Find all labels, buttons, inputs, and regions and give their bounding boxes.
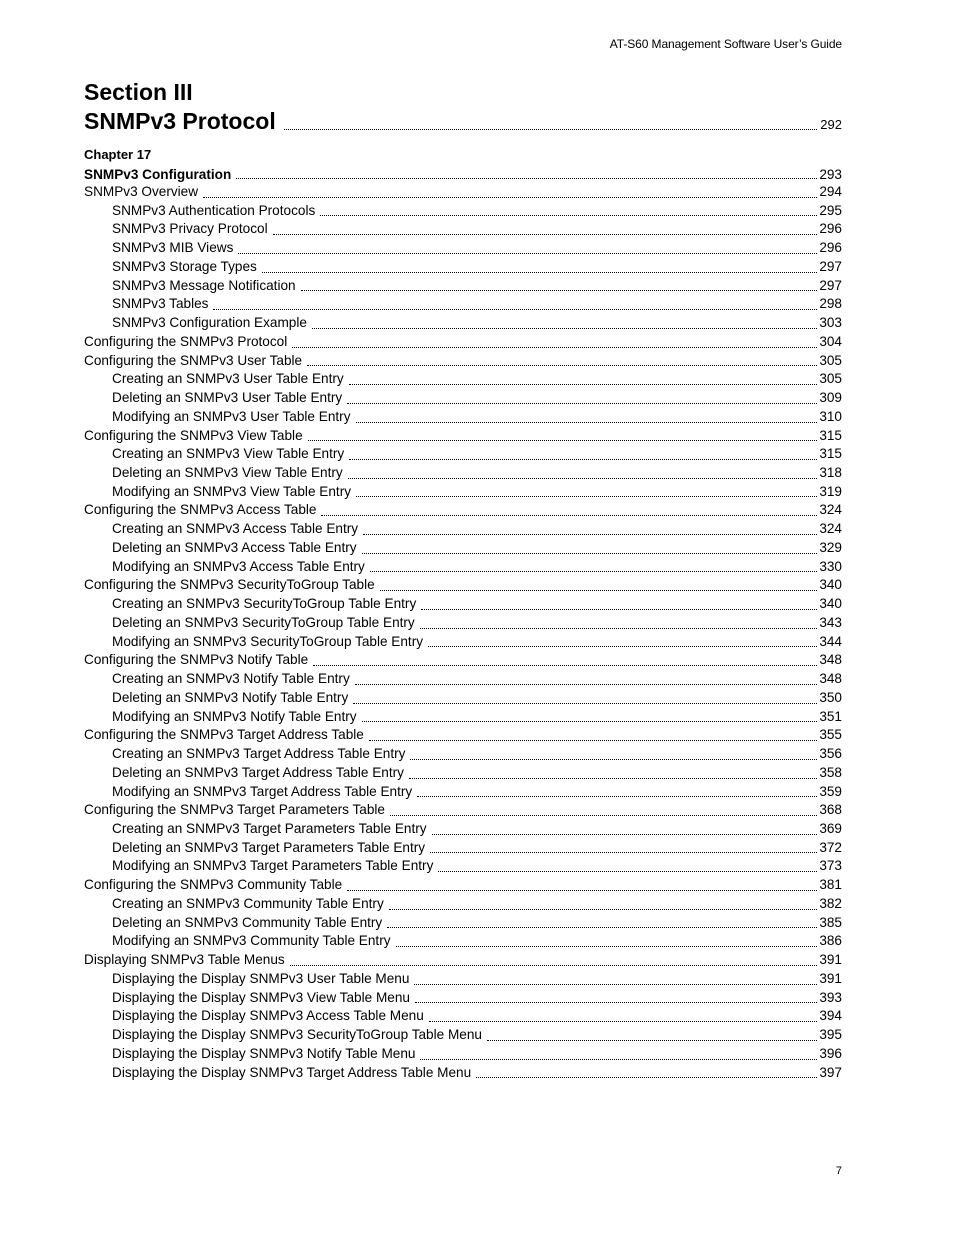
toc-entry-page: 329 — [819, 539, 842, 555]
toc-entry-page: 319 — [819, 483, 842, 499]
toc-entry-title: SNMPv3 Storage Types — [112, 258, 257, 274]
toc-entry[interactable] — [84, 783, 842, 802]
dot-leader — [430, 851, 817, 853]
toc-entry[interactable] — [84, 726, 842, 745]
toc-entry-title: Modifying an SNMPv3 Target Address Table Entry — [112, 783, 413, 799]
toc-entry[interactable] — [84, 576, 842, 595]
toc-entry-title: Configuring the SNMPv3 Notify Table — [84, 652, 309, 668]
dot-leader — [363, 533, 817, 535]
dot-leader — [349, 383, 818, 385]
toc-entry[interactable] — [84, 989, 842, 1008]
section-page-number: 292 — [820, 117, 842, 132]
toc-entry-page: 358 — [819, 764, 842, 780]
section-title-entry[interactable] — [84, 107, 842, 137]
toc-entry-page: 298 — [819, 296, 842, 312]
toc-entry-title: Creating an SNMPv3 Target Parameters Table Entry — [112, 820, 427, 836]
toc-entry-title: Deleting an SNMPv3 Access Table Entry — [112, 539, 357, 555]
dot-leader — [487, 1039, 817, 1041]
toc-entry[interactable] — [84, 1026, 842, 1045]
toc-entry[interactable] — [84, 464, 842, 483]
dot-leader — [353, 702, 817, 704]
toc-entry-title: Deleting an SNMPv3 Notify Table Entry — [112, 689, 349, 705]
toc-entry-title: Configuring the SNMPv3 Target Address Table — [84, 727, 364, 743]
toc-entry-title: Modifying an SNMPv3 Notify Table Entry — [112, 708, 357, 724]
toc-entry-page: 351 — [819, 708, 842, 724]
toc-entry-title: SNMPv3 Tables — [112, 296, 209, 312]
toc-entry-title: Deleting an SNMPv3 Target Parameters Table Entry — [112, 839, 426, 855]
toc-entry-page: 315 — [819, 446, 842, 462]
toc-entry[interactable] — [84, 1045, 842, 1064]
toc-entry-page: 350 — [819, 689, 842, 705]
toc-entry[interactable] — [84, 539, 842, 558]
toc-entry[interactable] — [84, 389, 842, 408]
toc-entry-title: Creating an SNMPv3 Notify Table Entry — [112, 671, 350, 687]
dot-leader — [347, 402, 817, 404]
dot-leader — [262, 271, 817, 273]
toc-entry-title: Creating an SNMPv3 View Table Entry — [112, 446, 345, 462]
toc-entry-page: 304 — [819, 333, 842, 349]
toc-entry-page: 372 — [819, 839, 842, 855]
toc-entry[interactable] — [84, 914, 842, 933]
dot-leader — [356, 421, 818, 423]
toc-entry-title: Deleting an SNMPv3 View Table Entry — [112, 465, 343, 481]
toc-entry[interactable] — [84, 857, 842, 876]
section-title: SNMPv3 Protocol — [84, 108, 276, 134]
toc-entry[interactable] — [84, 166, 842, 183]
toc-entry-title: Modifying an SNMPv3 Target Parameters Table Entry — [112, 858, 434, 874]
dot-leader — [476, 1076, 817, 1078]
toc-entry-title: Displaying the Display SNMPv3 SecurityToGroup Table Menu — [112, 1027, 482, 1043]
toc-entry[interactable] — [84, 801, 842, 820]
dot-leader — [410, 758, 817, 760]
toc-entry-page: 359 — [819, 783, 842, 799]
toc-entry[interactable] — [84, 202, 842, 221]
dot-leader — [312, 327, 817, 329]
toc-entry-page: 309 — [819, 390, 842, 406]
toc-entry[interactable] — [84, 1007, 842, 1026]
section-label: Section III — [84, 79, 193, 105]
toc-entry[interactable] — [84, 876, 842, 895]
dot-leader — [236, 177, 817, 179]
dot-leader — [409, 777, 817, 779]
toc-entry-title: Creating an SNMPv3 User Table Entry — [112, 371, 344, 387]
toc-entry-page: 391 — [819, 952, 842, 968]
toc-entry-page: 391 — [819, 970, 842, 986]
dot-leader — [414, 983, 817, 985]
toc-entry-title: Configuring the SNMPv3 User Table — [84, 352, 303, 368]
dot-leader — [432, 833, 818, 835]
toc-entry-page: 294 — [819, 184, 842, 199]
toc-entry[interactable] — [84, 932, 842, 951]
dot-leader — [290, 964, 818, 966]
toc-entry-page: 303 — [819, 315, 842, 331]
toc-entry[interactable] — [84, 745, 842, 764]
toc-entry-page: 324 — [819, 502, 842, 518]
toc-entry-page: 330 — [819, 558, 842, 574]
toc-entry-title: Creating an SNMPv3 Target Address Table Entry — [112, 746, 406, 762]
toc-entry-page: 344 — [819, 633, 842, 649]
running-header: AT-S60 Management Software User’s Guide — [609, 37, 842, 51]
toc-entry[interactable] — [84, 220, 842, 239]
dot-leader — [415, 1001, 817, 1003]
toc-entry-title: Displaying the Display SNMPv3 Access Table Menu — [112, 1008, 424, 1024]
toc-entry[interactable] — [84, 689, 842, 708]
toc-entry[interactable] — [84, 501, 842, 520]
toc-entry-title: Configuring the SNMPv3 Community Table — [84, 877, 343, 893]
toc-entry[interactable] — [84, 333, 842, 352]
dot-leader — [429, 1020, 818, 1022]
toc-entry[interactable] — [84, 970, 842, 989]
toc-entry-page: 296 — [819, 221, 842, 237]
dot-leader — [370, 570, 817, 572]
dot-leader — [420, 627, 818, 629]
toc-entry[interactable] — [84, 670, 842, 689]
dot-leader — [428, 645, 817, 647]
toc-entry-page: 348 — [819, 652, 842, 668]
toc-entry-title: Creating an SNMPv3 Access Table Entry — [112, 521, 359, 537]
dot-leader — [320, 214, 817, 216]
toc-entry-page: 340 — [819, 577, 842, 593]
toc-entry-title: Configuring the SNMPv3 Protocol — [84, 333, 288, 349]
toc-entry-title: Modifying an SNMPv3 Community Table Entry — [112, 933, 391, 949]
dot-leader — [238, 252, 817, 254]
dot-leader — [356, 495, 817, 497]
toc-entry-title: Displaying the Display SNMPv3 View Table Menu — [112, 989, 410, 1005]
toc-entry-title: Configuring the SNMPv3 Target Parameters Table — [84, 802, 385, 818]
toc-entry[interactable] — [84, 558, 842, 577]
dot-leader — [390, 814, 817, 816]
dot-leader — [321, 514, 817, 516]
toc-entry-title: Configuring the SNMPv3 SecurityToGroup Table — [84, 577, 375, 593]
toc-entry[interactable] — [84, 595, 842, 614]
toc-entry-title: Deleting an SNMPv3 User Table Entry — [112, 390, 343, 406]
toc-entry-title: Configuring the SNMPv3 View Table — [84, 427, 303, 443]
toc-entry-page: 348 — [819, 671, 842, 687]
dot-leader — [417, 795, 817, 797]
toc-entry-page: 324 — [819, 521, 842, 537]
toc-entry-page: 296 — [819, 240, 842, 256]
dot-leader — [347, 889, 817, 891]
toc-entry-page: 393 — [819, 989, 842, 1005]
toc-entry-title: Modifying an SNMPv3 View Table Entry — [112, 483, 352, 499]
toc-entry-page: 293 — [819, 167, 842, 182]
toc-entry-title: Deleting an SNMPv3 SecurityToGroup Table Entry — [112, 614, 415, 630]
dot-leader — [308, 439, 818, 441]
toc-entry-page: 368 — [819, 802, 842, 818]
toc-entry[interactable] — [84, 314, 842, 333]
toc-entry-page: 355 — [819, 727, 842, 743]
toc-entry[interactable] — [84, 445, 842, 464]
toc-entry[interactable] — [84, 633, 842, 652]
page-number: 7 — [835, 1165, 842, 1177]
toc-entry-page: 340 — [819, 596, 842, 612]
dot-leader — [203, 196, 817, 198]
toc-entry-title: SNMPv3 Message Notification — [112, 277, 296, 293]
dot-leader — [284, 128, 818, 130]
toc-entry-page: 385 — [819, 914, 842, 930]
toc-entry[interactable] — [84, 370, 842, 389]
dot-leader — [307, 364, 817, 366]
toc-entry-title: Configuring the SNMPv3 Access Table — [84, 502, 317, 518]
toc-entry-page: 386 — [819, 933, 842, 949]
toc-entry[interactable] — [84, 258, 842, 277]
toc-entry-page: 356 — [819, 746, 842, 762]
toc-entry[interactable] — [84, 183, 842, 202]
toc-entry-title: SNMPv3 Configuration — [84, 167, 232, 182]
toc-entry-title: Displaying the Display SNMPv3 Target Address Table Menu — [112, 1064, 472, 1080]
toc-entry-page: 381 — [819, 877, 842, 893]
toc-entry[interactable] — [84, 614, 842, 633]
toc-entry-title: Modifying an SNMPv3 Access Table Entry — [112, 558, 365, 574]
toc-entry-title: Deleting an SNMPv3 Target Address Table Entry — [112, 764, 404, 780]
toc-entry-page: 315 — [819, 427, 842, 443]
toc-entry[interactable] — [84, 295, 842, 314]
toc-entry[interactable] — [84, 1064, 842, 1083]
dot-leader — [301, 289, 818, 291]
toc-entry[interactable] — [84, 277, 842, 296]
toc-entry-page: 297 — [819, 258, 842, 274]
toc-entry-page: 397 — [819, 1064, 842, 1080]
toc-entry-page: 305 — [819, 352, 842, 368]
dot-leader — [396, 945, 818, 947]
toc-entry-title: SNMPv3 Overview — [84, 184, 199, 199]
toc-entry[interactable] — [84, 895, 842, 914]
toc-entry-title: SNMPv3 MIB Views — [112, 240, 234, 256]
dot-leader — [421, 608, 817, 610]
toc-entry[interactable] — [84, 764, 842, 783]
toc-entry[interactable] — [84, 520, 842, 539]
toc-entry-title: Creating an SNMPv3 Community Table Entry — [112, 895, 384, 911]
dot-leader — [273, 233, 818, 235]
dot-leader — [438, 870, 817, 872]
toc-entry-title: Modifying an SNMPv3 SecurityToGroup Table Entry — [112, 633, 424, 649]
dot-leader — [362, 552, 818, 554]
dot-leader — [380, 589, 818, 591]
toc-entry[interactable] — [84, 483, 842, 502]
dot-leader — [313, 664, 817, 666]
toc-entry-page: 310 — [819, 408, 842, 424]
toc-entry-page: 373 — [819, 858, 842, 874]
toc-entry-title: Displaying the Display SNMPv3 Notify Table Menu — [112, 1045, 416, 1061]
toc-entry[interactable] — [84, 839, 842, 858]
dot-leader — [369, 739, 817, 741]
toc-entry[interactable] — [84, 951, 842, 970]
toc-entry-title: Displaying SNMPv3 Table Menus — [84, 952, 285, 968]
toc-entry-page: 318 — [819, 465, 842, 481]
toc-entry-title: SNMPv3 Authentication Protocols — [112, 202, 316, 218]
toc-entry-title: SNMPv3 Privacy Protocol — [112, 221, 268, 237]
toc-entry-title: SNMPv3 Configuration Example — [112, 315, 307, 331]
toc-entry-title: Displaying the Display SNMPv3 User Table Menu — [112, 970, 410, 986]
chapter-label: Chapter 17 — [84, 147, 152, 162]
toc-entry-page: 295 — [819, 202, 842, 218]
toc-entry-page: 396 — [819, 1045, 842, 1061]
toc-entry[interactable] — [84, 708, 842, 727]
toc-entry-page: 369 — [819, 820, 842, 836]
toc-entry[interactable] — [84, 427, 842, 446]
toc-entry-page: 382 — [819, 895, 842, 911]
toc-entry-title: Deleting an SNMPv3 Community Table Entry — [112, 914, 383, 930]
dot-leader — [389, 908, 818, 910]
toc-entry-title: Creating an SNMPv3 SecurityToGroup Table Entry — [112, 596, 417, 612]
dot-leader — [292, 346, 817, 348]
dot-leader — [362, 720, 818, 722]
toc-entry[interactable] — [84, 352, 842, 371]
toc-entry-page: 305 — [819, 371, 842, 387]
dot-leader — [355, 683, 818, 685]
toc-entry[interactable] — [84, 239, 842, 258]
toc-entry-page: 343 — [819, 614, 842, 630]
toc-entry[interactable] — [84, 408, 842, 427]
toc-entry[interactable] — [84, 820, 842, 839]
dot-leader — [420, 1058, 817, 1060]
table-of-contents — [84, 166, 842, 1082]
toc-entry-title: Modifying an SNMPv3 User Table Entry — [112, 408, 351, 424]
toc-entry-page: 395 — [819, 1027, 842, 1043]
dot-leader — [387, 926, 817, 928]
dot-leader — [213, 308, 817, 310]
toc-entry-page: 394 — [819, 1008, 842, 1024]
toc-entry-page: 297 — [819, 277, 842, 293]
toc-entry[interactable] — [84, 651, 842, 670]
dot-leader — [349, 458, 817, 460]
dot-leader — [348, 477, 818, 479]
